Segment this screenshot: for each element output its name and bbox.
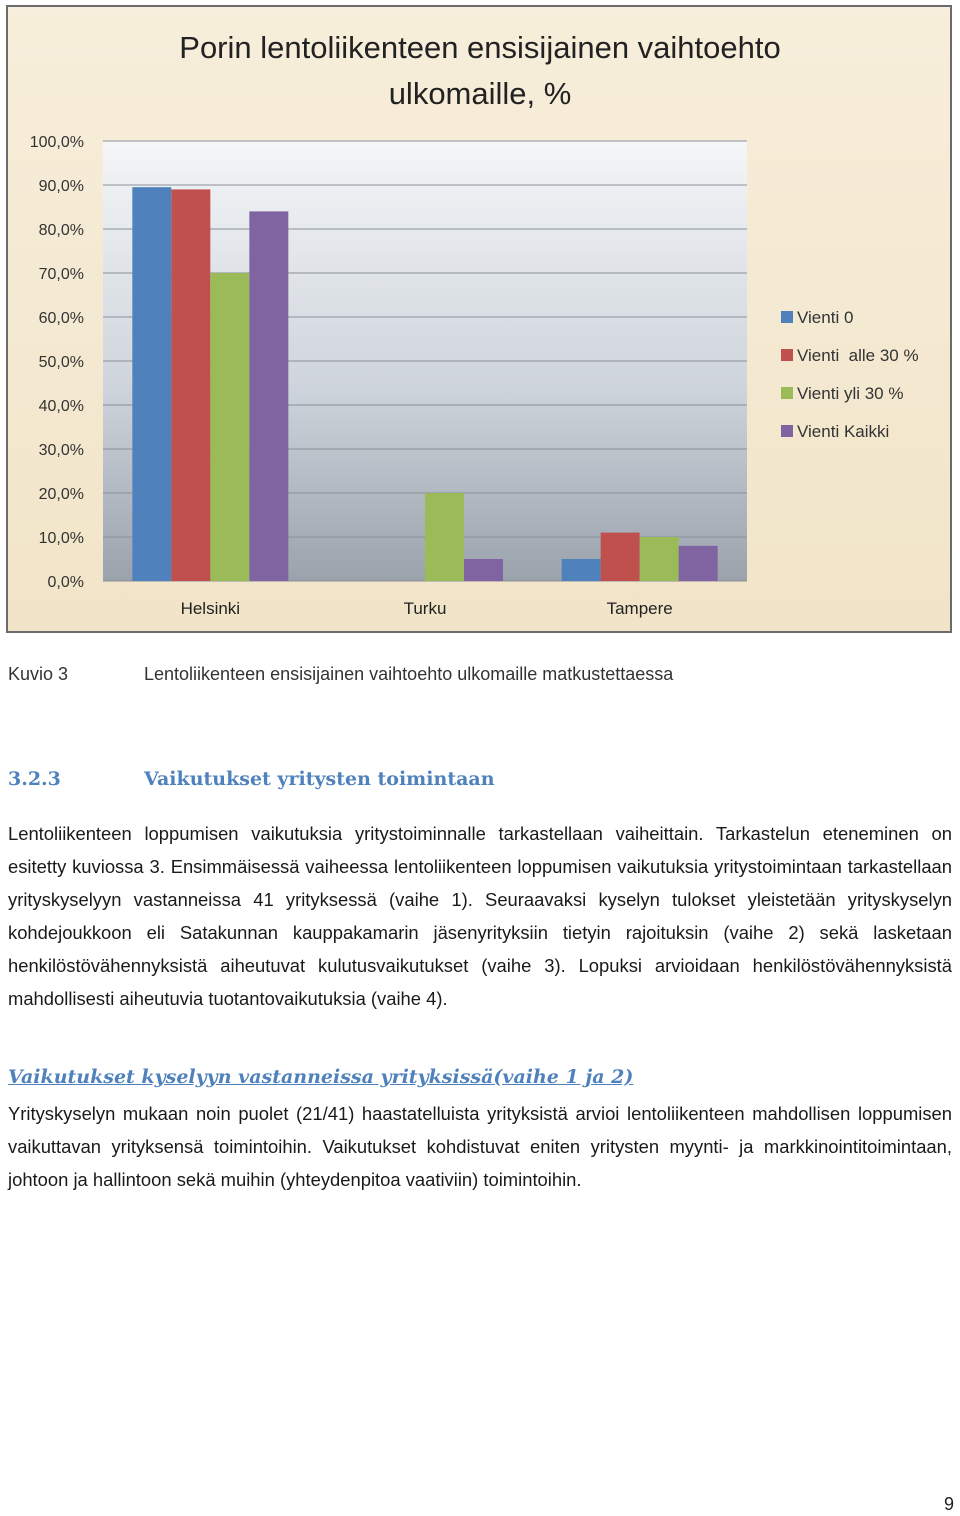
y-tick-label: 90,0%	[38, 178, 84, 195]
legend-swatch	[781, 387, 793, 399]
bar-tampere-series-3	[640, 537, 679, 581]
bar-tampere-series-1	[562, 559, 601, 581]
y-tick-label: 0,0%	[47, 574, 84, 591]
category-label: Turku	[403, 599, 447, 618]
section-number: 3.2.3	[8, 768, 61, 790]
bar-helsinki-series-4	[249, 211, 288, 581]
bar-tampere-series-4	[679, 546, 718, 581]
chart-title-line-1: Porin lentoliikenteen ensisijainen vaihtoehto	[179, 30, 781, 65]
legend	[781, 308, 919, 441]
y-axis-ticks	[30, 134, 84, 591]
bar-chart	[0, 0, 960, 640]
legend-label: Vienti Kaikki	[797, 422, 890, 441]
chart-title-line-2: ulkomaille, %	[388, 76, 572, 111]
category-label: Tampere	[606, 599, 673, 618]
legend-label: Vienti alle 30 %	[797, 346, 919, 365]
legend-swatch	[781, 349, 793, 361]
y-tick-label: 30,0%	[38, 442, 84, 459]
y-tick-label: 40,0%	[38, 398, 84, 415]
bar-tampere-series-2	[601, 533, 640, 581]
caption-number: Kuvio 3	[8, 664, 69, 684]
bar-helsinki-series-3	[210, 273, 249, 581]
bar-helsinki-series-1	[132, 187, 171, 581]
page-number: 9	[943, 1494, 954, 1514]
subheading: Vaikutukset kyselyyn vastanneissa yrityksissä(vaihe 1 ja 2)	[8, 1066, 634, 1088]
y-tick-label: 20,0%	[38, 486, 84, 503]
legend-swatch	[781, 311, 793, 323]
bar-turku-series-4	[464, 559, 503, 581]
y-tick-label: 100,0%	[29, 134, 84, 151]
section-title: Vaikutukset yritysten toimintaan	[144, 768, 495, 790]
section-heading	[8, 768, 495, 790]
paragraph-2: Yrityskyselyn mukaan noin puolet (21/41) haastatelluista yrityksistä arvioi lentoliikenteen mahdollisen loppumisen vaikuttavan yrityksensä toimintoihin. Vaikutukset kohdistuvat eniten yritysten myynti- ja markkinointitoimintaan, johtoon ja hallintoon sekä muihin (yhteydenpitoa vaativiin) toimintoihin.	[8, 1103, 952, 1190]
y-tick-label: 10,0%	[38, 530, 84, 547]
caption-text: Lentoliikenteen ensisijainen vaihtoehto ulkomaille matkustettaessa	[144, 664, 674, 684]
legend-swatch	[781, 425, 793, 437]
y-tick-label: 50,0%	[38, 354, 84, 371]
paragraph-1: Lentoliikenteen loppumisen vaikutuksia yritystoiminnalle tarkastellaan vaiheittain. Tarkastelun eteneminen on esitetty kuviossa 3. Ensimmäisessä vaiheessa lentoliikenteen loppumisen vaikutuksia yritystoimintaan tarkastellaan yrityskyselyyn vastanneissa 41 yrityksessä (vaihe 1). Seuraavaksi kyselyn tulokset yleistetään yrityskyselyn kohdejoukkoon eli Satakunnan kauppakamarin jäsenyrityksiin tietyin rajoituksin (vaihe 2) sekä lasketaan henkilöstövähennyksistä aiheutuvat kulutusvaikutukset (vaihe 3). Lopuksi arvioidaan henkilöstövähennyksistä mahdollisesti aiheutuvia tuotantovaikutuksia (vaihe 4).	[8, 823, 952, 1009]
bar-turku-series-3	[425, 493, 464, 581]
legend-label: Vienti 0	[797, 308, 854, 327]
y-tick-label: 70,0%	[38, 266, 84, 283]
bar-helsinki-series-2	[171, 189, 210, 581]
y-tick-label: 60,0%	[38, 310, 84, 327]
legend-label: Vienti yli 30 %	[797, 384, 904, 403]
category-labels	[181, 599, 673, 618]
category-label: Helsinki	[180, 599, 241, 618]
y-tick-label: 80,0%	[38, 222, 84, 239]
